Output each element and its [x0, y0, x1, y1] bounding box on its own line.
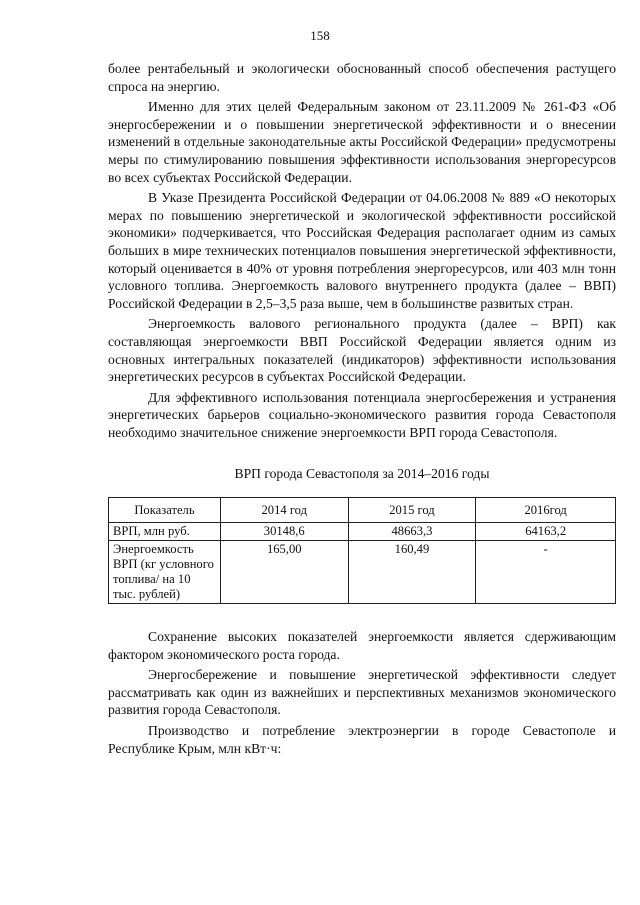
- table-caption: ВРП города Севастополя за 2014–2016 годы: [234, 466, 490, 482]
- paragraph: более рентабельный и экологически обоснованный способ обеспечения растущего спроса на энергию.: [108, 61, 616, 94]
- paragraph: Именно для этих целей Федеральным законом от 23.11.2009 № 261-ФЗ «Об энергосбережении и о повышении энергетической эффективности и о внесении изменений в отдельные законодательные акты Российской Федерации» предусмотрены меры по стимулированию повышения эффективности использования энергоресурсов во всех субъектах Российской Федерации.: [108, 99, 616, 185]
- table-header-cell: 2014 год: [220, 498, 348, 523]
- table-header-row: [109, 498, 616, 523]
- table-header-cell: 2015 год: [348, 498, 476, 523]
- table-cell: Энергоемкость ВРП (кг условного топлива/ на 10 тыс. рублей): [109, 541, 221, 604]
- table-cell: 165,00: [220, 541, 348, 604]
- table-cell: 30148,6: [220, 523, 348, 541]
- document-body: [108, 60, 616, 757]
- paragraph: Для эффективного использования потенциала энергосбережения и устранения энергетических барьеров социально-экономического развития города Севастополя необходимо значительное снижение энергоемкости ВРП города Севастополя.: [108, 389, 616, 440]
- table-header-cell: Показатель: [109, 498, 221, 523]
- table-cell: ВРП, млн руб.: [109, 523, 221, 541]
- table-cell: -: [476, 541, 616, 604]
- table-row: [109, 541, 616, 604]
- grp-table: [108, 497, 616, 604]
- table-cell: 48663,3: [348, 523, 476, 541]
- paragraph: В Указе Президента Российской Федерации от 04.06.2008 № 889 «О некоторых мерах по повышению энергетической и экологической эффективности российской экономики» подчеркивается, что Российская Федерация располагает одним из самых больших в мире технических потенциалов повышения энергетической эффективности, который оценивается в 40% от уровня потребления энергоресурсов, или 403 млн тонн условного топлива. Энергоемкость валового внутреннего продукта (далее – ВВП) Российской Федерации в 2,5–3,5 раза выше, чем в большинстве развитых стран.: [108, 190, 616, 311]
- table-header-cell: 2016год: [476, 498, 616, 523]
- paragraph: Энергоемкость валового регионального продукта (далее – ВРП) как составляющая энергоемкости ВВП Российской Федерации является одним из основных интегральных показателей (индикаторов) эффективности использования энергетических ресурсов в субъектах Российской Федерации.: [108, 316, 616, 385]
- table-row: [109, 523, 616, 541]
- paragraph: Сохранение высоких показателей энергоемкости является сдерживающим фактором экономического роста города.: [108, 629, 616, 662]
- table-cell: 160,49: [348, 541, 476, 604]
- page-number: 158: [310, 28, 330, 43]
- table-cell: 64163,2: [476, 523, 616, 541]
- paragraph: Производство и потребление электроэнергии в городе Севастополе и Республике Крым, млн кВт·ч:: [108, 723, 616, 756]
- paragraph: Энергосбережение и повышение энергетической эффективности следует рассматривать как один из важнейших и перспективных механизмов экономического развития города Севастополя.: [108, 667, 616, 718]
